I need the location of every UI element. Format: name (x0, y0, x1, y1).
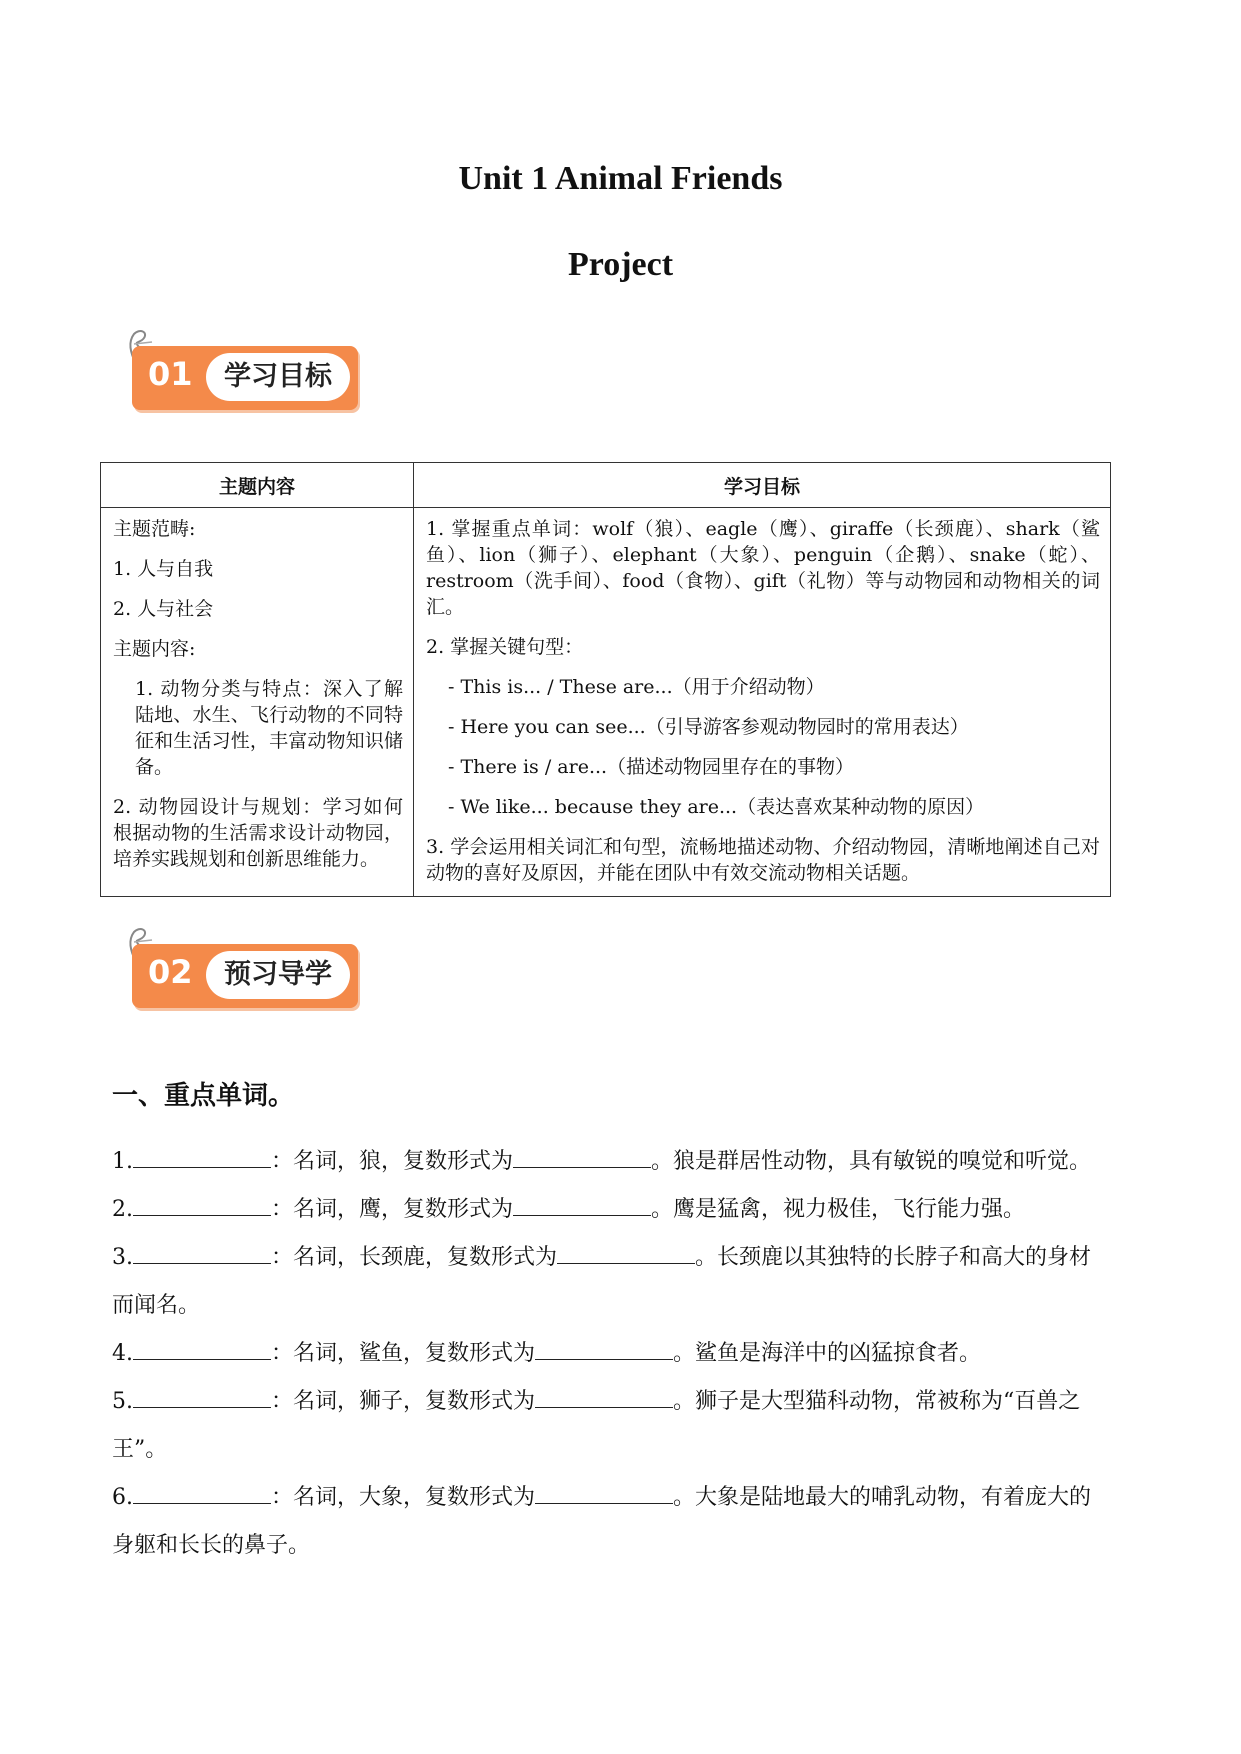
content-item: 1. 动物分类与特点：深入了解陆地、水生、飞行动物的不同特征和生活习性，丰富动物知识储备。 (135, 678, 403, 778)
item-end: 。 (651, 1197, 674, 1222)
item-end: 。 (651, 1149, 674, 1174)
item-desc: 名词，长颈鹿，复数形式为 (293, 1245, 558, 1270)
item-sep: ： (271, 1341, 294, 1366)
item-note: 鹰是猛禽，视力极佳，飞行能力强。 (673, 1197, 1026, 1222)
answer-blank[interactable] (133, 1145, 271, 1168)
item-end: 。 (673, 1485, 696, 1510)
vocab-list (112, 1138, 1102, 1570)
section-heading: 一、重点单词。 (112, 1081, 295, 1111)
document-title: Unit 1 Animal Friends (458, 160, 783, 197)
plural-blank[interactable] (513, 1193, 651, 1216)
pattern-item: - This is... / These are...（用于介绍动物） (448, 676, 825, 698)
item-end: 。 (673, 1389, 696, 1414)
goal-vocabulary: 1. 掌握重点单词：wolf（狼）、eagle（鹰）、giraffe（长颈鹿）、shark（鲨鱼）、lion（狮子）、elephant（大象）、penguin（企鹅）、snake（蛇）、restroom（洗手间）、food（食物）、gift（礼物）等与动物园和动物相关的词汇。 (426, 518, 1100, 618)
scope-item: 2. 人与社会 (113, 598, 214, 620)
item-note: 狮子是大型猫科动物，常被称为“百兽之王”。 (112, 1389, 1081, 1462)
item-end: 。 (695, 1245, 718, 1270)
item-desc: 名词，大象，复数形式为 (293, 1485, 536, 1510)
table-row (101, 508, 1111, 897)
item-desc: 名词，狼，复数形式为 (293, 1149, 514, 1174)
scope-item: 1. 人与自我 (113, 558, 214, 580)
item-number: 2. (112, 1197, 133, 1222)
item-sep: ： (271, 1245, 294, 1270)
vocab-item (112, 1138, 1102, 1186)
badge-label: 学习目标 (224, 361, 332, 392)
answer-blank[interactable] (133, 1193, 271, 1216)
badge-number: 01 (148, 355, 193, 393)
pattern-item: - There is / are...（描述动物园里存在的事物） (448, 756, 855, 778)
plural-blank[interactable] (557, 1241, 695, 1264)
table-header-topic: 主题内容 (101, 463, 414, 508)
vocab-item (112, 1378, 1102, 1474)
item-note: 鲨鱼是海洋中的凶猛掠食者。 (695, 1341, 982, 1366)
answer-blank[interactable] (133, 1337, 271, 1360)
item-number: 6. (112, 1485, 133, 1510)
item-sep: ： (271, 1149, 294, 1174)
item-note: 长颈鹿以其独特的长脖子和高大的身材而闻名。 (112, 1245, 1092, 1318)
goals-cell (414, 508, 1111, 897)
plural-blank[interactable] (535, 1481, 673, 1504)
scope-label: 主题范畴: (113, 518, 196, 540)
content-label: 主题内容: (113, 638, 196, 660)
item-note: 大象是陆地最大的哺乳动物，有着庞大的身躯和长长的鼻子。 (112, 1485, 1092, 1558)
item-sep: ： (271, 1485, 294, 1510)
item-sep: ： (271, 1197, 294, 1222)
item-number: 1. (112, 1149, 133, 1174)
badge-label: 预习导学 (224, 959, 332, 990)
document-subtitle: Project (567, 246, 674, 283)
section-badge-preview (122, 924, 362, 1014)
vocab-item (112, 1474, 1102, 1570)
objectives-table (100, 462, 1111, 897)
item-desc: 名词，鲨鱼，复数形式为 (293, 1341, 536, 1366)
item-number: 4. (112, 1341, 133, 1366)
plural-blank[interactable] (535, 1385, 673, 1408)
table-header-row (101, 463, 1111, 508)
vocab-item (112, 1330, 1102, 1378)
plural-blank[interactable] (513, 1145, 651, 1168)
item-number: 5. (112, 1389, 133, 1414)
item-sep: ： (271, 1389, 294, 1414)
badge-number: 02 (148, 953, 193, 991)
vocab-item (112, 1186, 1102, 1234)
vocab-item (112, 1234, 1102, 1330)
answer-blank[interactable] (133, 1241, 271, 1264)
table-header-goals: 学习目标 (414, 463, 1111, 508)
topic-cell (101, 508, 414, 897)
section-badge-objectives (122, 326, 362, 416)
goal-patterns-label: 2. 掌握关键句型： (426, 636, 584, 658)
pattern-item: - We like... because they are...（表达喜欢某种动物的原因） (448, 796, 985, 818)
item-end: 。 (673, 1341, 696, 1366)
item-desc: 名词，鹰，复数形式为 (293, 1197, 514, 1222)
answer-blank[interactable] (133, 1481, 271, 1504)
item-number: 3. (112, 1245, 133, 1270)
content-item: 2. 动物园设计与规划：学习如何根据动物的生活需求设计动物园，培养实践规划和创新思维能力。 (113, 796, 403, 870)
pattern-item: - Here you can see...（引导游客参观动物园时的常用表达） (448, 716, 969, 738)
goal-communication: 3. 学会运用相关词汇和句型，流畅地描述动物、介绍动物园，清晰地阐述自己对动物的喜好及原因，并能在团队中有效交流动物相关话题。 (426, 836, 1100, 884)
item-desc: 名词，狮子，复数形式为 (293, 1389, 536, 1414)
answer-blank[interactable] (133, 1385, 271, 1408)
plural-blank[interactable] (535, 1337, 673, 1360)
item-note: 狼是群居性动物，具有敏锐的嗅觉和听觉。 (673, 1149, 1092, 1174)
